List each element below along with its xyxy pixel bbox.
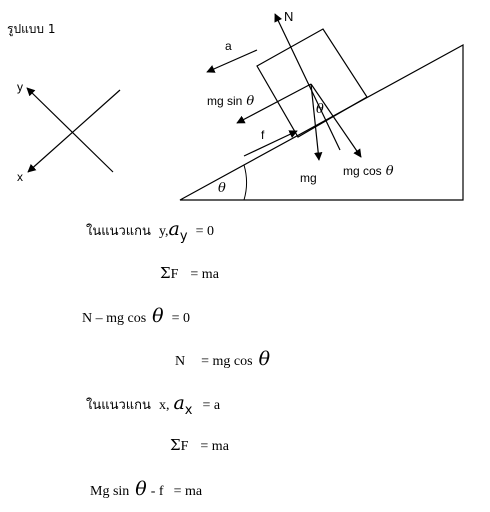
equation-rhs: = 0 [171,311,191,326]
friction-label: f [261,128,265,142]
theta-symbol: θ [152,305,164,327]
equation-normal-result [175,350,270,371]
equation-normal-balance [82,307,190,328]
equation-x-forces [90,480,202,501]
equation-rhs: = mg cos [201,354,253,369]
thai-axis-text: ในแนวแกน [86,224,151,239]
block [257,29,367,137]
accel-symbol: a [173,392,185,414]
equation-lhs: F [180,439,189,454]
axis-y-label: y, [158,224,169,239]
x-axis-label: x [17,170,23,184]
normal-force-label: N [284,9,294,24]
incline-diagram [0,0,490,215]
block-angle-label: θ [316,102,324,117]
equation-rhs: = ma [200,439,229,454]
equation-sum-force-1 [160,264,219,284]
sigma-symbol: Σ [170,436,181,454]
perpendicular-component-theta: θ [385,164,394,179]
equation-lhs: N – mg cos [82,311,147,326]
thai-axis-text: ในแนวแกน [86,398,151,413]
equation-y-axis [86,218,214,244]
incline-angle-label: θ [218,181,226,196]
y-axis-label: y [17,80,23,94]
theta-symbol: θ [258,348,271,370]
incline-angle-arc [244,165,247,200]
acceleration-label: a [225,39,232,53]
accel-symbol: a [168,218,180,240]
incline-plane [180,45,463,200]
acceleration-arrow [207,50,257,72]
perpendicular-component-arrow [311,84,361,157]
parallel-component-theta: θ [246,94,255,109]
equation-x-axis [86,392,221,418]
figure-caption: รูปแบบ 1 [7,22,56,36]
perpendicular-component-text: mg cos [343,164,382,178]
weight-label: mg [300,171,317,185]
equation-lhs: Mg sin [90,484,130,499]
axis-x-label: x, [158,398,170,413]
accel-subscript: y [179,229,188,244]
perpendicular-component-label [343,164,394,179]
parallel-component-text: mg sin [207,94,243,108]
coordinate-axes [17,80,120,184]
equation-rhs: = a [202,398,221,413]
accel-subscript: x [184,403,193,418]
friction-arrow [244,131,297,156]
theta-symbol: θ [135,478,147,500]
equation-lhs: F [170,267,179,282]
equation-rhs: = 0 [195,224,214,239]
equation-rhs: = ma [190,267,219,282]
equation-sum-force-2 [170,436,229,456]
y-axis-line [27,88,113,172]
equation-lhs: N [175,354,186,369]
friction-term: - f [150,484,164,499]
parallel-component-label [207,94,254,109]
sigma-symbol: Σ [160,264,171,282]
equation-rhs: = ma [173,484,203,499]
weight-arrow [311,84,319,160]
